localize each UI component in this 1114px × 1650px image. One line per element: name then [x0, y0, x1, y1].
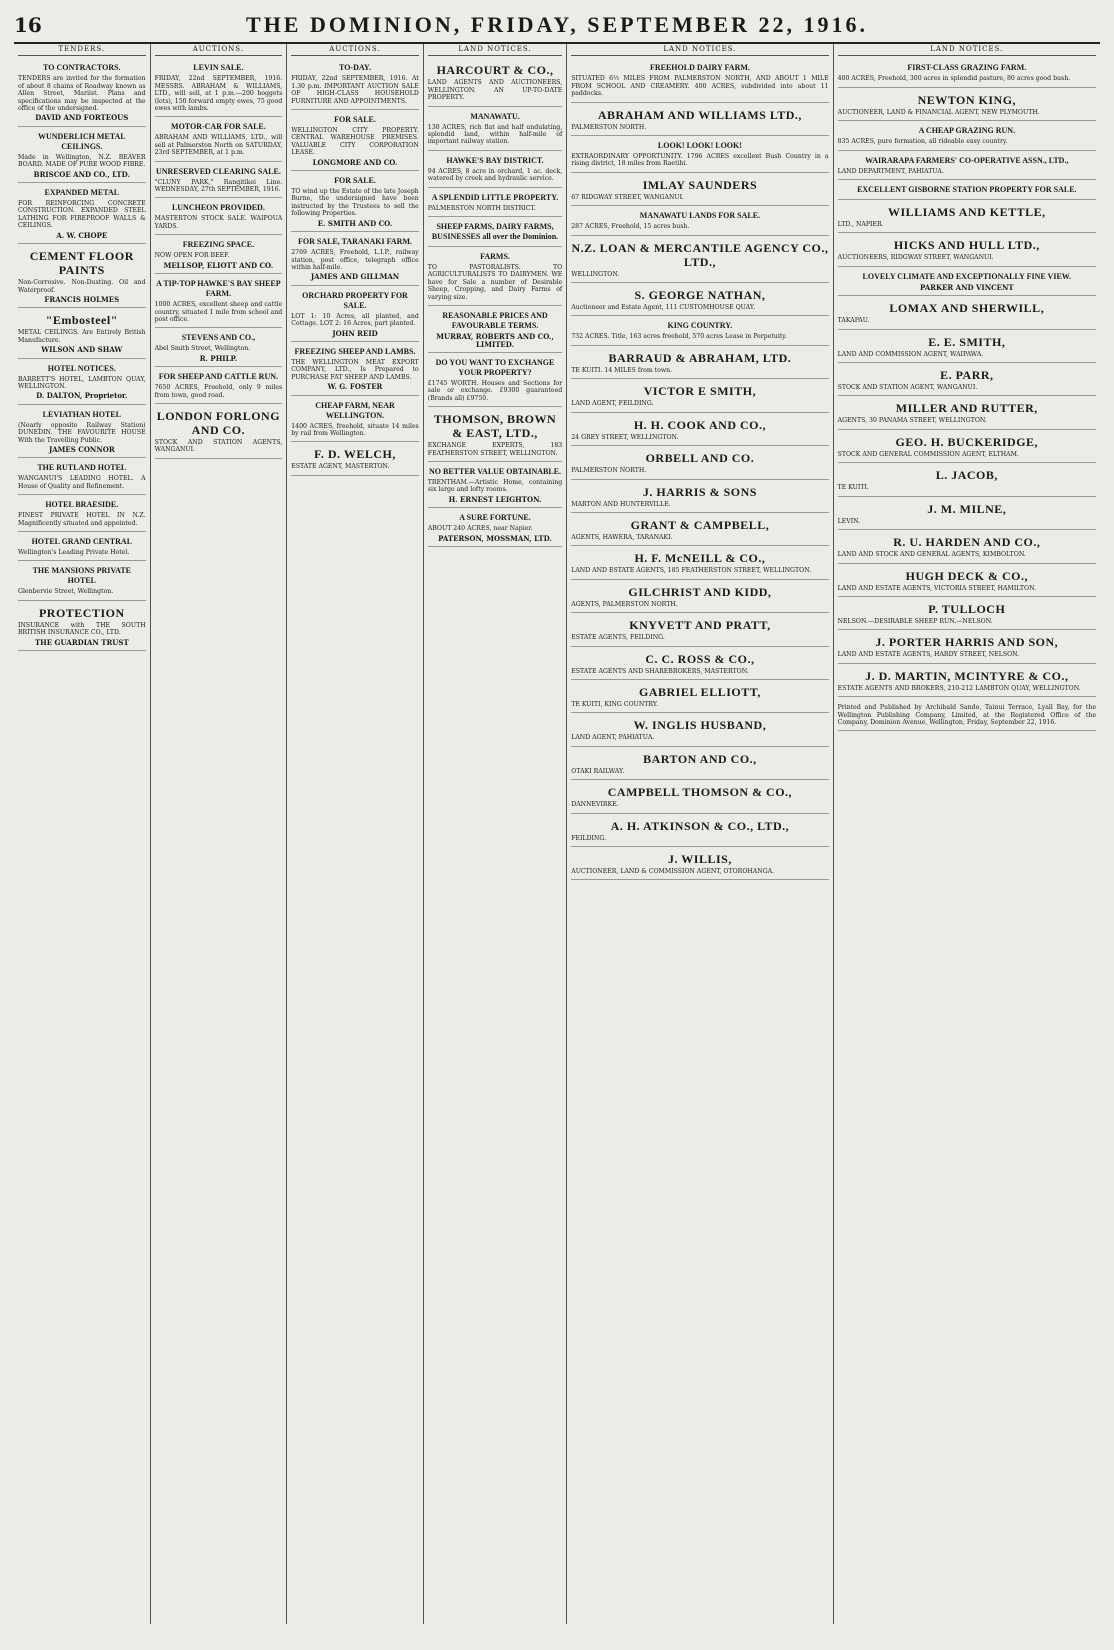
ad-body: MASTERTON STOCK SALE. WAIPOUA YARDS. — [154, 215, 283, 230]
ad-heading: LEVIATHAN HOTEL — [42, 409, 121, 419]
ad-body: LAND AGENT, PAHIATUA. — [571, 734, 655, 742]
ad-signature: THE GUARDIAN TRUST — [34, 637, 129, 647]
advertisement — [155, 237, 283, 274]
ad-body: AGENTS, PALMERSTON NORTH. — [571, 600, 678, 608]
advertisement — [838, 666, 1096, 697]
advertiser-name: "Embosteel" — [45, 313, 118, 328]
ad-body: NOW OPEN FOR BEEF. — [154, 252, 230, 260]
ad-body: AUCTIONEER, LAND & FINANCIAL AGENT, NEW PLYMOUTH. — [837, 108, 1040, 116]
ad-body: FRIDAY, 22nd SEPTEMBER, 1916. MESSRS. ABRAHAM & WILLIAMS, LTD., will sell, at 1 p.m.—200 hoggets (lots), 150 forward empty ewes, 75 good ewes with lambs. — [154, 75, 283, 113]
ad-heading: LUNCHEON PROVIDED. — [171, 203, 265, 213]
advertiser-name: CEMENT FLOOR PAINTS — [29, 249, 134, 278]
ad-signature: PARKER AND VINCENT — [919, 282, 1014, 292]
advertiser-name: IMLAY SAUNDERS — [642, 177, 758, 192]
advertiser-name: ORBELL AND CO. — [645, 451, 755, 466]
ad-heading: WAIRARAPA FARMERS' CO-OPERATIVE ASSN., LTD., — [865, 155, 1069, 165]
advertiser-name: H. F. McNEILL & CO., — [634, 551, 766, 566]
ad-heading: NO BETTER VALUE OBTAINABLE. — [428, 466, 562, 476]
ad-body: 1400 ACRES, freehold, situate 14 miles by rail from Wellington. — [291, 422, 419, 437]
ad-body: LAND AGENTS AND AUCTIONEERS, WELLINGTON. AN UP-TO-DATE PROPERTY. — [427, 79, 563, 102]
ad-heading: A SURE FORTUNE. — [459, 513, 531, 523]
advertisement — [838, 699, 1096, 731]
advertiser-name: S. GEORGE NATHAN, — [634, 288, 766, 303]
advertiser-name: VICTOR E SMITH, — [643, 384, 757, 399]
advertiser-name: J. PORTER HARRIS AND SON, — [875, 635, 1059, 650]
ad-body: £1745 WORTH. Houses and Sections for sale or exchange. £9300 guaranteed (Brands all) £9750. — [427, 379, 563, 402]
ad-heading: TO-DAY. — [339, 63, 371, 73]
ad-body: TRENTHAM.—Artistic Home, containing six large and lofty rooms. — [427, 478, 563, 494]
ad-heading: STEVENS AND CO., — [181, 333, 256, 343]
advertisement — [838, 499, 1096, 530]
ad-heading: LEVIN SALE. — [193, 63, 244, 73]
advertisement — [838, 365, 1096, 396]
advertisement — [291, 398, 419, 443]
ad-signature: MURRAY, ROBERTS AND CO., LIMITED. — [436, 332, 554, 349]
ad-body: PALMERSTON NORTH DISTRICT. — [427, 204, 536, 212]
ad-body: 94 ACRES, 8 acre in orchard, 1 ac. deck, watered by creek and hydraulic service. — [427, 167, 563, 183]
ad-body: SITUATED 6½ MILES FROM PALMERSTON NORTH, AND ABOUT 1 MILE FROM SCHOOL AND CREAMERY. 400 ACRES, subdivided into about 11 paddocks. — [571, 75, 829, 98]
advertiser-name: N.Z. LOAN & MERCANTILE AGENCY CO., LTD., — [571, 240, 829, 269]
ad-body: MARTON AND HUNTERVILLE. — [571, 500, 671, 508]
advertiser-name: PROTECTION — [38, 605, 125, 620]
advertisement — [838, 123, 1096, 150]
advertisement — [18, 460, 146, 495]
advertiser-name: C. C. ROSS & CO., — [645, 651, 755, 666]
advertisement — [18, 603, 146, 651]
advertisement — [428, 355, 562, 407]
ad-heading: A TIP-TOP HAWKE'S BAY SHEEP FARM. — [156, 279, 281, 299]
advertisement — [18, 246, 146, 308]
ad-body: INSURANCE with THE SOUTH BRITISH INSURANCE CO., LTD. — [18, 621, 146, 637]
ad-heading: FREEZING SHEEP AND LAMBS. — [294, 346, 416, 356]
advertisement — [571, 749, 828, 780]
advertisement — [838, 599, 1096, 630]
advertisement — [838, 398, 1096, 429]
advertisement — [18, 60, 146, 126]
ad-signature: JAMES CONNOR — [48, 444, 115, 454]
advertisement — [571, 782, 828, 813]
ad-heading: HOTEL BRAESIDE. — [45, 500, 119, 510]
ad-heading: WUNDERLICH METAL CEILINGS. — [37, 131, 126, 151]
advertiser-name: J. D. MARTIN, MCINTYRE & CO., — [865, 668, 1069, 683]
ad-body: Made in Wellington, N.Z. BEAVER BOARD. MADE OF PURE WOOD FIBRE. — [18, 153, 146, 169]
advertiser-name: CAMPBELL THOMSON & CO., — [607, 785, 793, 800]
advertisement — [18, 129, 146, 183]
ad-body: BARRETT'S HOTEL, LAMBTON QUAY, WELLINGTON. — [18, 375, 146, 390]
advertiser-name: W. INGLIS HUSBAND, — [633, 718, 767, 733]
advertiser-name: E. E. SMITH, — [928, 334, 1006, 349]
ad-signature: JOHN REID — [332, 328, 378, 338]
advertisement — [155, 119, 283, 161]
page-number: 16 — [14, 13, 42, 37]
ad-body: LAND DEPARTMENT, PAHIATUA. — [837, 167, 944, 175]
ad-heading: HOTEL GRAND CENTRAL — [31, 537, 133, 546]
advertisement — [571, 515, 828, 546]
ad-body: (Nearly opposite Railway Station) DUNEDIN. THE FAVOURITE HOUSE With the Travelling Public. — [18, 421, 146, 444]
advertiser-name: J. HARRIS & SONS — [642, 484, 757, 499]
advertisement — [838, 60, 1096, 87]
ad-signature: D. DALTON, Proprietor. — [36, 391, 128, 401]
ad-signature: DAVID AND FORTEOUS — [35, 113, 129, 123]
ad-body: LAND AND COMMISSION AGENT, WAIPAWA. — [837, 350, 984, 358]
advertiser-name: ABRAHAM AND WILLIAMS LTD., — [597, 107, 802, 122]
column-5 — [567, 44, 833, 1624]
advertisement — [838, 235, 1096, 266]
advertiser-name: J. M. MILNE, — [927, 501, 1007, 516]
ad-heading: DO YOU WANT TO EXCHANGE YOUR PROPERTY? — [435, 357, 555, 377]
ad-heading: FIRST-CLASS GRAZING FARM. — [907, 63, 1027, 73]
ad-body: 732 ACRES. Title, 163 acres freehold, 570 acres Lease in Perpetuity. — [571, 333, 787, 341]
column-4 — [424, 44, 567, 1624]
advertiser-name: GABRIEL ELLIOTT, — [639, 684, 761, 699]
advertisement — [291, 444, 419, 475]
advertisement — [18, 534, 146, 561]
advertisement — [838, 90, 1096, 121]
ad-body: AUCTIONEER, LAND & COMMISSION AGENT, OTOROHANGA. — [571, 867, 775, 875]
ad-body: STOCK AND GENERAL COMMISSION AGENT, ELTHAM. — [837, 450, 1019, 458]
advertisement — [18, 563, 146, 600]
ad-heading: FREEZING SPACE. — [182, 240, 255, 250]
ad-body: AGENTS, HAWERA, TARANAKI. — [571, 533, 673, 541]
ad-body: ESTATE AGENTS AND BROKERS, 210-212 LAMBTON QUAY, WELLINGTON. — [837, 684, 1081, 692]
ad-body: STOCK AND STATION AGENT, WANGANUI. — [837, 384, 978, 392]
advertisement — [838, 632, 1096, 663]
ad-body: PALMERSTON NORTH. — [571, 467, 647, 475]
ad-heading: A SPLENDID LITTLE PROPERTY. — [431, 192, 559, 202]
ad-heading: FOR SALE. — [334, 176, 376, 186]
ad-heading: CHEAP FARM, NEAR WELLINGTON. — [315, 400, 395, 420]
column-heading: LAND NOTICES. — [428, 44, 562, 56]
ad-body: LAND AND STOCK AND GENERAL AGENTS, KIMBOLTON. — [837, 551, 1026, 559]
advertiser-name: KNYVETT AND PRATT, — [629, 618, 771, 633]
advertiser-name: HICKS AND HULL LTD., — [893, 238, 1040, 253]
advertisement — [838, 465, 1096, 496]
ad-body: LAND AGENT, FEILDING. — [571, 400, 654, 408]
advertiser-name: THOMSON, BROWN & EAST, LTD., — [433, 412, 557, 441]
ad-body: LOT 1: 10 Acres, all planted, and Cottage. LOT 2: 16 Acres, part planted. — [291, 312, 419, 328]
advertisement — [571, 482, 828, 513]
ad-body: Non-Corrosive. Non-Dusting. Oil and Waterproof. — [18, 279, 146, 294]
ad-heading: UNRESERVED CLEARING SALE. — [155, 166, 281, 176]
ad-body: TE KUITI. 14 MILES from town. — [571, 366, 673, 374]
advertiser-name: P. TULLOCH — [928, 601, 1006, 616]
advertiser-name: BARRAUD & ABRAHAM, LTD. — [608, 350, 792, 365]
column-heading: AUCTIONS. — [155, 44, 283, 56]
advertisement — [571, 105, 828, 136]
ad-signature: A. W. CHOPE — [56, 230, 108, 240]
ad-body: ESTATE AGENT, MASTERTON. — [291, 463, 390, 471]
advertiser-name: HARCOURT & CO., — [436, 63, 554, 78]
ad-heading: FARMS. — [480, 252, 510, 262]
advertisement — [155, 330, 283, 367]
advertiser-name: NEWTON KING, — [917, 92, 1017, 107]
ad-columns — [14, 44, 1100, 1624]
advertisement — [571, 682, 828, 713]
advertiser-name: GILCHRIST AND KIDD, — [628, 584, 772, 599]
advertiser-name: MILLER AND RUTTER, — [895, 401, 1038, 416]
advertisement — [291, 173, 419, 232]
ad-signature: R. PHILP. — [199, 353, 238, 363]
masthead — [14, 12, 1100, 44]
ad-signature: JAMES AND GILLMAN — [310, 272, 400, 282]
column-1 — [14, 44, 151, 1624]
advertiser-name: HUGH DECK & CO., — [905, 568, 1028, 583]
ad-body: "CLUNY PARK," Rangitikei Line. WEDNESDAY, 27th SEPTEMBER, 1916. — [154, 178, 283, 194]
advertiser-name: F. D. WELCH, — [314, 447, 396, 462]
advertisement — [291, 288, 419, 342]
advertisement — [571, 175, 828, 206]
advertisement — [571, 208, 828, 235]
advertiser-name: BARTON AND CO., — [643, 751, 757, 766]
advertisement — [291, 112, 419, 171]
ad-heading: LOOK! LOOK! LOOK! — [657, 141, 742, 151]
ad-body: Glenbervie Street, Wellington. — [18, 588, 114, 596]
advertisement — [571, 582, 828, 613]
ad-body: LEVIN. — [837, 517, 861, 525]
advertisement — [571, 715, 828, 746]
ad-body: ABRAHAM AND WILLIAMS, LTD., will sell at Palmerston North on SATURDAY, 23rd SEPTEMBER, at 1 p.m. — [154, 134, 283, 157]
advertisement — [571, 548, 828, 579]
ad-body: 287 ACRES, Freehold, 15 acres bush. — [571, 223, 690, 231]
ad-body: PALMERSTON NORTH. — [571, 123, 647, 131]
advertiser-name: R. U. HARDEN AND CO., — [893, 535, 1041, 550]
advertisement — [291, 344, 419, 396]
advertisement — [428, 249, 562, 306]
ad-signature: LONGMORE AND CO. — [312, 157, 398, 167]
ad-body: TE KUITI. — [837, 484, 869, 492]
ad-body: WELLINGTON CITY PROPERTY. CENTRAL WAREHOUSE PREMISES. VALUABLE CITY CORPORATION LEASE. — [291, 127, 419, 157]
advertisement — [571, 415, 828, 446]
ad-heading: THE MANSIONS PRIVATE HOTEL — [32, 566, 131, 586]
ad-body: TENDERS are invited for the formation of about 8 chains of Roadway known as Allen Street, Mariist. Plans and specifications may be inspected at the office of the undersigned. — [18, 75, 146, 113]
ad-heading: EXCELLENT GISBORNE STATION PROPERTY FOR SALE. — [857, 185, 1077, 195]
advertisement — [18, 185, 146, 244]
advertiser-name: J. WILLIS, — [668, 851, 732, 866]
ad-body: ABOUT 240 ACRES, near Napier. — [427, 525, 533, 533]
advertisement — [571, 615, 828, 646]
advertisement — [18, 310, 146, 358]
column-heading: TENDERS. — [18, 44, 146, 56]
advertisement — [838, 532, 1096, 563]
advertisement — [838, 182, 1096, 200]
advertiser-name: LONDON FORLONG AND CO. — [156, 408, 281, 437]
advertiser-name: A. H. ATKINSON & CO., LTD., — [610, 818, 790, 833]
ad-body: WANGANUI'S LEADING HOTEL. A House of Quality and Refinement. — [18, 475, 146, 490]
advertisement — [838, 432, 1096, 463]
advertiser-name: E. PARR, — [940, 368, 994, 383]
ad-body: AGENTS, 30 PANAMA STREET, WELLINGTON. — [837, 417, 987, 425]
ad-body: OTAKI RAILWAY. — [571, 767, 625, 775]
advertisement — [428, 409, 562, 462]
ad-heading: FOR SHEEP AND CATTLE RUN. — [158, 372, 278, 382]
ad-body: WELLINGTON. — [571, 270, 620, 278]
ad-signature: PATERSON, MOSSMAN, LTD. — [438, 533, 552, 543]
advertisement — [838, 332, 1096, 363]
advertisement — [571, 448, 828, 479]
advertisement — [155, 406, 283, 459]
column-heading: LAND NOTICES. — [571, 44, 828, 56]
advertisement — [571, 318, 828, 345]
advertisement — [18, 361, 146, 405]
ad-heading: FOR SALE, TARANAKI FARM. — [297, 237, 412, 247]
advertisement — [155, 276, 283, 328]
advertiser-name: GRANT & CAMPBELL, — [630, 517, 770, 532]
ad-body: THE WELLINGTON MEAT EXPORT COMPANY, LTD., Is Prepared to PURCHASE FAT SHEEP AND LAMBS. — [291, 358, 419, 381]
ad-heading: HAWKE'S BAY DISTRICT. — [446, 155, 544, 165]
ad-body: LAND AND ESTATE AGENTS, HARDY STREET, NELSON. — [837, 651, 1020, 659]
advertisement — [155, 200, 283, 235]
advertisement — [428, 153, 562, 188]
advertisement — [838, 153, 1096, 180]
ad-heading: MANAWATU. — [470, 111, 520, 121]
advertisement — [428, 109, 562, 151]
ad-signature: W. G. FOSTER — [327, 382, 383, 392]
ad-heading: A CHEAP GRAZING RUN. — [918, 126, 1016, 136]
ad-body: FOR REINFORCING CONCRETE CONSTRUCTION. EXPANDED STEEL LATHING FOR FIREPROOF WALLS & CEILINGS. — [18, 200, 146, 230]
advertisement — [428, 219, 562, 247]
advertisement — [291, 234, 419, 286]
advertisement — [571, 649, 828, 680]
column-2 — [151, 44, 288, 1624]
advertisement — [838, 298, 1096, 329]
ad-body: DANNEVIRKE. — [571, 801, 619, 809]
advertiser-name: LOMAX AND SHERWILL, — [889, 301, 1045, 316]
ad-body: STOCK AND STATION AGENTS, WANGANUI. — [154, 438, 283, 454]
advertiser-name: WILLIAMS AND KETTLE, — [887, 205, 1046, 220]
ad-signature: BRISCOE AND CO., LTD. — [33, 169, 130, 179]
ad-body: TE KUITI, KING COUNTRY. — [571, 700, 659, 708]
ad-body: TO PASTORALISTS. TO AGRICULTURALISTS TO DAIRYMEN. WE have for Sale a number of Desirable Sheep, Cropping, and Dairy Farms of varying size. — [427, 264, 563, 301]
advertisement — [571, 348, 828, 379]
ad-signature: FRANCIS HOLMES — [44, 294, 120, 304]
ad-heading: FOR SALE. — [334, 115, 376, 125]
advertisement — [18, 497, 146, 532]
column-3 — [287, 44, 424, 1624]
advertisement — [571, 138, 828, 173]
ad-signature: MELLSOP, ELIOTT AND CO. — [163, 260, 274, 270]
ad-body: 2769 ACRES, Freehold, L.I.P., railway station, post office, telegraph office within half-mile. — [291, 249, 419, 271]
ad-body: ESTATE AGENTS, FEILDING. — [571, 634, 665, 642]
ad-heading: HOTEL NOTICES. — [47, 363, 116, 373]
advertisement — [838, 269, 1096, 296]
ad-body: Wellington's Leading Private Hotel. — [18, 549, 130, 556]
ad-body: EXCHANGE EXPERTS, 183 FEATHERSTON STREET, WELLINGTON. — [427, 442, 563, 457]
advertisement — [291, 60, 419, 110]
ad-heading: EXPANDED METAL — [44, 188, 120, 198]
advertisement — [571, 816, 828, 847]
column-heading: LAND NOTICES. — [838, 44, 1096, 56]
ad-body: NELSON.—DESIRABLE SHEEP RUN.—NELSON. — [837, 617, 993, 625]
ad-signature: E. SMITH AND CO. — [317, 218, 393, 228]
advertisement — [155, 60, 283, 117]
ad-body: FEILDING. — [571, 834, 607, 842]
ad-heading: MOTOR-CAR FOR SALE. — [171, 122, 266, 132]
ad-heading: REASONABLE PRICES AND FAVOURABLE TERMS. — [442, 311, 548, 331]
advertisement — [838, 566, 1096, 597]
ad-body: LAND AND ESTATE AGENTS, VICTORIA STREET, HAMILTON. — [837, 584, 1037, 592]
ad-body: 835 ACRES, pure formation, all rideable easy country. — [837, 138, 1008, 146]
advertiser-name: GEO. H. BUCKERIDGE, — [895, 434, 1039, 449]
ad-heading: SHEEP FARMS, DAIRY FARMS, BUSINESSES all over the Dominion. — [431, 222, 559, 242]
ad-signature: WILSON AND SHAW — [41, 345, 123, 355]
advertisement — [18, 407, 146, 459]
column-6 — [834, 44, 1100, 1624]
column-heading: AUCTIONS. — [291, 44, 419, 56]
advertisement — [571, 238, 828, 283]
ad-body: Auctioneer and Estate Agent, 111 CUSTOMHOUSE QUAY. — [571, 304, 756, 312]
ad-body: Printed and Published by Archibald Sando, Tainui Terrace, Lyall Bay, for the Wellington Publishing Company, Limited, at the Registered Office of the Company, Dominion Avenue, Wellington, Friday, September 22, 1916. — [837, 704, 1096, 726]
ad-body: ESTATE AGENTS AND SHAREBROKERS, MASTERTON. — [571, 667, 749, 675]
ad-signature: H. ERNEST LEIGHTON. — [448, 494, 542, 504]
ad-body: TO wind up the Estate of the late Joseph Burne, the undersigned have been instructed by the Trustees to sell the following Properties. — [291, 188, 419, 218]
advertiser-name: L. JACOB, — [935, 468, 998, 483]
ad-body: Abel Smith Street, Wellington. — [154, 345, 251, 353]
newspaper-title: THE DOMINION, FRIDAY, SEPTEMBER 22, 1916. — [246, 12, 868, 37]
ad-heading: KING COUNTRY. — [667, 321, 733, 331]
advertisement — [155, 369, 283, 404]
advertisement — [428, 190, 562, 217]
ad-body: 24 GREY STREET, WELLINGTON. — [571, 433, 679, 441]
ad-heading: LOVELY CLIMATE AND EXCEPTIONALLY FINE VIEW. — [862, 271, 1072, 281]
advertisement — [571, 381, 828, 412]
ad-heading: MANAWATU LANDS FOR SALE. — [639, 211, 761, 221]
ad-body: TAKAPAU. — [837, 317, 870, 325]
advertisement — [428, 308, 562, 353]
ad-body: 400 ACRES, Freehold, 300 acres in splendid pasture, 80 acres good bush. — [837, 75, 1071, 83]
advertisement — [155, 164, 283, 199]
advertisement — [571, 849, 828, 880]
ad-heading: FREEHOLD DAIRY FARM. — [649, 63, 750, 73]
ad-body: AUCTIONEERS, RIDGWAY STREET, WANGANUI. — [837, 254, 994, 262]
ad-body: LAND AND ESTATE AGENTS, 185 FEATHERSTON STREET, WELLINGTON. — [571, 567, 812, 575]
ad-body: METAL CEILINGS. Are Entirely British Manufacture. — [18, 329, 146, 344]
ad-body: FINEST PRIVATE HOTEL IN N.Z. Magnificently situated and appointed. — [18, 512, 146, 527]
advertisement — [838, 202, 1096, 233]
ad-body: FRIDAY, 22nd SEPTEMBER, 1916. At 1.30 p.m. IMPORTANT AUCTION SALE OF HIGH-CLASS HOUSEHOLD FURNITURE AND APPOINTMENTS. — [291, 75, 419, 105]
advertisement — [571, 285, 828, 316]
ad-body: 1000 ACRES, excellent sheep and cattle country, situated 1 mile from school and post office. — [154, 301, 283, 323]
advertiser-name: H. H. COOK AND CO., — [633, 417, 766, 432]
advertisement — [571, 60, 828, 102]
ad-heading: ORCHARD PROPERTY FOR SALE. — [302, 290, 408, 310]
advertisement — [428, 60, 562, 106]
ad-body: LTD., NAPIER. — [837, 221, 884, 229]
advertisement — [428, 510, 562, 547]
advertisement — [428, 464, 562, 508]
ad-body: 130 ACRES, rich flat and half undulating, splendid land, within half-mile of important railway station. — [427, 123, 563, 146]
ad-heading: TO CONTRACTORS. — [43, 63, 121, 73]
ad-body: EXTRAORDINARY OPPORTUNITY. 1796 ACRES excellent Bush Country in a rising district, 18 miles from Raetihi. — [571, 153, 829, 168]
ad-body: 7650 ACRES, Freehold, only 9 miles from town, good road. — [154, 384, 283, 399]
ad-body: 67 RIDGWAY STREET, WANGANUI. — [571, 193, 684, 201]
ad-heading: THE RUTLAND HOTEL — [37, 463, 127, 473]
